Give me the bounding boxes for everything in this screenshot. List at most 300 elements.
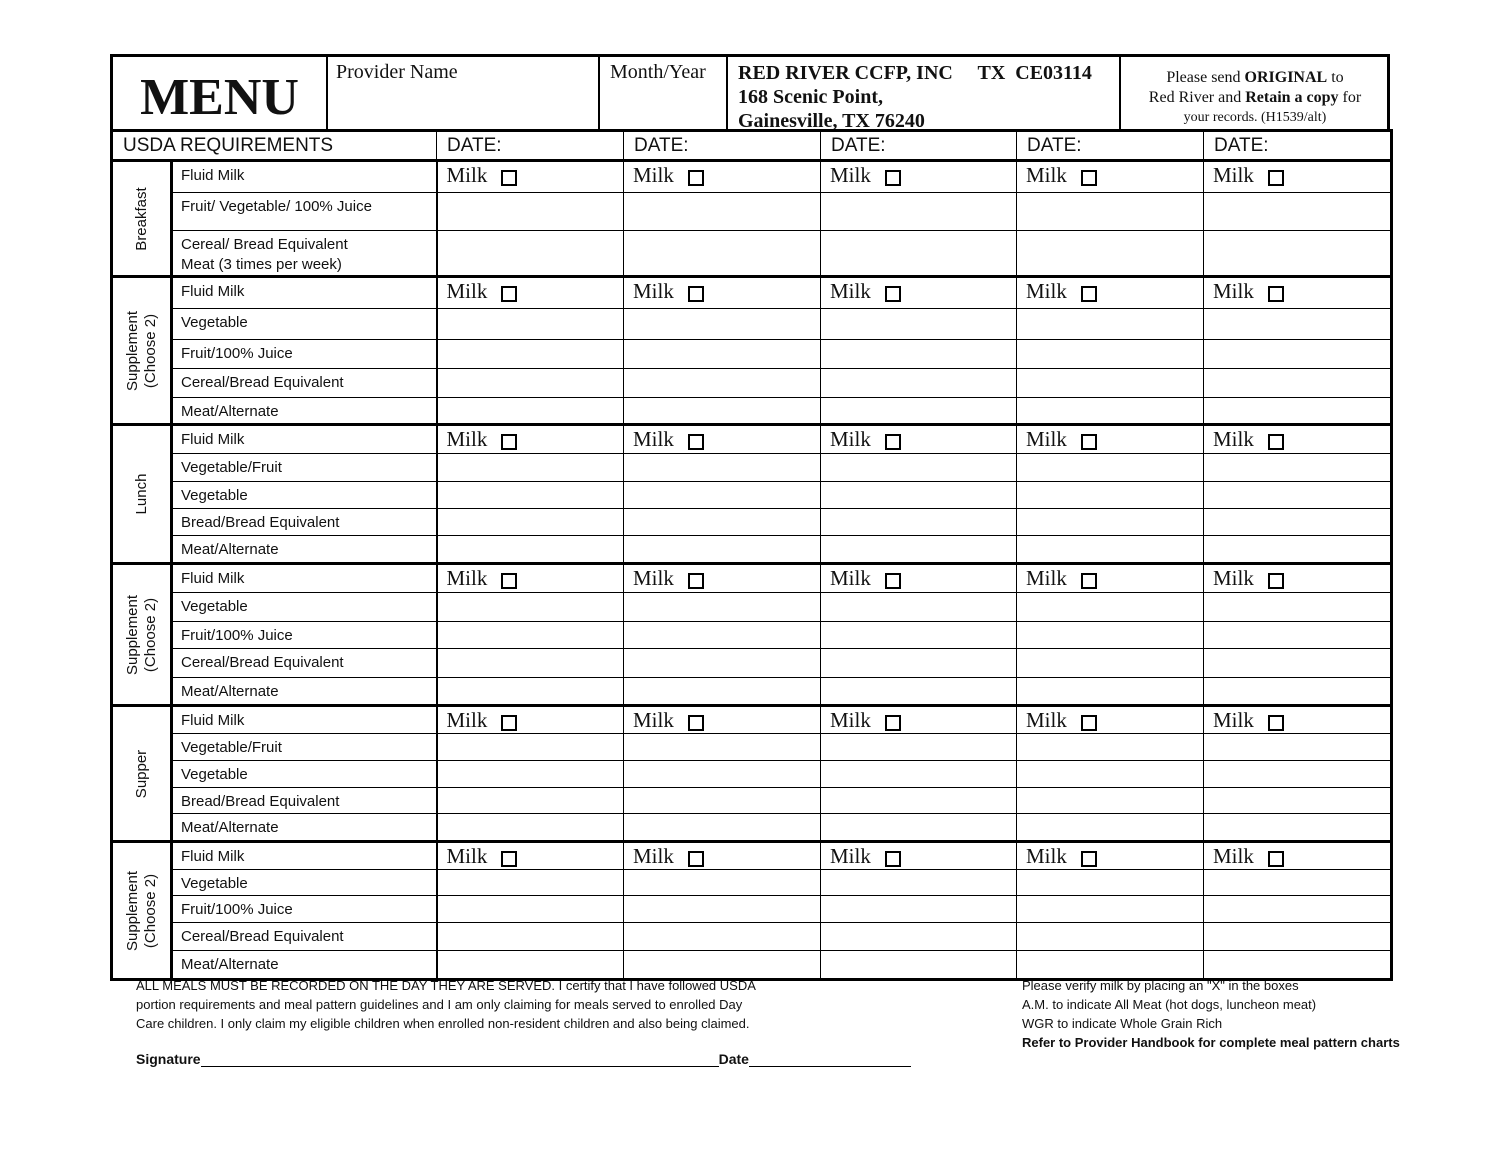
meal-row <box>112 398 1392 425</box>
milk-checkbox[interactable] <box>688 573 704 589</box>
milk-checkbox[interactable] <box>501 573 517 589</box>
menu-entry-cell[interactable] <box>1017 842 1204 870</box>
menu-entry-cell[interactable] <box>437 536 624 564</box>
date-line[interactable] <box>749 1050 911 1067</box>
menu-entry-cell[interactable] <box>1204 536 1392 564</box>
note-text: Red River and <box>1148 89 1246 106</box>
requirement-label <box>172 482 437 509</box>
menu-entry-cell[interactable] <box>1017 649 1204 678</box>
menu-entry-cell[interactable] <box>437 369 624 398</box>
menu-entry-cell[interactable] <box>1017 454 1204 482</box>
milk-checkbox[interactable] <box>885 851 901 867</box>
menu-entry-cell[interactable] <box>437 678 624 706</box>
milk-checkbox[interactable] <box>1081 715 1097 731</box>
menu-entry-cell[interactable] <box>821 678 1017 706</box>
menu-entry-cell[interactable] <box>1017 231 1204 277</box>
menu-entry-cell[interactable] <box>437 593 624 622</box>
requirement-label <box>172 896 437 923</box>
menu-entry-cell[interactable] <box>1204 425 1392 454</box>
milk-label: Milk <box>1026 566 1067 590</box>
menu-entry-cell[interactable] <box>437 870 624 896</box>
milk-entry <box>1204 565 1390 591</box>
menu-entry-cell[interactable] <box>821 193 1017 231</box>
menu-entry-cell[interactable] <box>821 896 1017 923</box>
menu-entry-cell[interactable] <box>437 788 624 814</box>
milk-entry <box>1017 426 1203 452</box>
meal-label <box>124 594 160 674</box>
requirement-line: Fluid Milk <box>181 570 245 587</box>
menu-entry-cell[interactable] <box>1017 706 1204 734</box>
menu-entry-cell[interactable] <box>624 649 821 678</box>
menu-entry-cell[interactable] <box>821 454 1017 482</box>
menu-entry-cell[interactable] <box>624 425 821 454</box>
menu-entry-cell[interactable] <box>1204 593 1392 622</box>
milk-entry <box>624 162 820 188</box>
requirement-line: Cereal/Bread Equivalent <box>181 374 344 391</box>
menu-entry-cell[interactable] <box>821 425 1017 454</box>
milk-checkbox[interactable] <box>1081 851 1097 867</box>
menu-entry-cell[interactable] <box>1204 340 1392 369</box>
menu-entry-cell[interactable] <box>1017 277 1204 309</box>
menu-entry-cell[interactable] <box>821 482 1017 509</box>
instruction-line: Please verify milk by placing an "X" in the boxes <box>1022 978 1299 993</box>
certification-line: ALL MEALS MUST BE RECORDED ON THE DAY THEY ARE SERVED. I certify that I have followed USDA <box>136 978 756 993</box>
milk-entry <box>624 426 820 452</box>
meal-label-line: Supplement <box>123 594 141 675</box>
meal-row <box>112 734 1392 761</box>
meal-label <box>133 187 151 250</box>
menu-entry-cell[interactable] <box>1017 161 1204 193</box>
menu-entry-cell[interactable] <box>624 398 821 425</box>
menu-entry-cell[interactable] <box>437 923 624 951</box>
menu-entry-cell[interactable] <box>821 761 1017 788</box>
menu-entry-cell[interactable] <box>437 649 624 678</box>
milk-label: Milk <box>1213 708 1254 732</box>
menu-entry-cell[interactable] <box>624 277 821 309</box>
requirement-line: Fruit/100% Juice <box>181 345 293 362</box>
date-header[interactable]: DATE: <box>1017 131 1204 161</box>
requirement-label <box>172 788 437 814</box>
milk-checkbox[interactable] <box>885 715 901 731</box>
menu-entry-cell[interactable] <box>1204 277 1392 309</box>
requirement-label <box>172 340 437 369</box>
milk-entry <box>1204 843 1390 869</box>
menu-entry-cell[interactable] <box>624 193 821 231</box>
menu-entry-cell[interactable] <box>624 309 821 340</box>
requirement-label <box>172 425 437 454</box>
menu-entry-cell[interactable] <box>1017 870 1204 896</box>
menu-entry-cell[interactable] <box>1017 482 1204 509</box>
menu-entry-cell[interactable] <box>624 761 821 788</box>
requirement-line: Meat/Alternate <box>181 683 279 700</box>
menu-entry-cell[interactable] <box>437 161 624 193</box>
menu-entry-cell[interactable] <box>821 951 1017 980</box>
signature-label: Signature <box>136 1051 201 1067</box>
menu-entry-cell[interactable] <box>821 340 1017 369</box>
menu-entry-cell[interactable] <box>1017 761 1204 788</box>
menu-entry-cell[interactable] <box>1017 896 1204 923</box>
requirement-line: Fruit/100% Juice <box>181 627 293 644</box>
menu-entry-cell[interactable] <box>1017 788 1204 814</box>
instructions-text <box>1022 976 1442 1052</box>
menu-entry-cell[interactable] <box>1204 482 1392 509</box>
meal-row <box>112 761 1392 788</box>
milk-checkbox[interactable] <box>688 170 704 186</box>
milk-entry <box>821 162 1016 188</box>
milk-entry <box>1017 565 1203 591</box>
menu-entry-cell[interactable] <box>437 309 624 340</box>
meal-row <box>112 454 1392 482</box>
provider-name-label: Provider Name <box>336 61 458 83</box>
menu-entry-cell[interactable] <box>821 309 1017 340</box>
menu-entry-cell[interactable] <box>624 870 821 896</box>
requirement-label <box>172 622 437 649</box>
milk-label: Milk <box>633 163 674 187</box>
menu-entry-cell[interactable] <box>1204 649 1392 678</box>
milk-label: Milk <box>830 566 871 590</box>
meal-label-line: (Choose 2) <box>141 597 159 672</box>
milk-checkbox[interactable] <box>501 286 517 302</box>
milk-checkbox[interactable] <box>1268 286 1284 302</box>
menu-entry-cell[interactable] <box>821 622 1017 649</box>
menu-entry-cell[interactable] <box>624 734 821 761</box>
requirement-line: Vegetable <box>181 875 248 892</box>
menu-entry-cell[interactable] <box>821 564 1017 593</box>
menu-entry-cell[interactable] <box>1204 870 1392 896</box>
requirement-line: Bread/Bread Equivalent <box>181 514 340 531</box>
menu-entry-cell[interactable] <box>821 788 1017 814</box>
menu-entry-cell[interactable] <box>1017 564 1204 593</box>
menu-entry-cell[interactable] <box>821 536 1017 564</box>
milk-label: Milk <box>446 279 488 303</box>
requirement-label <box>172 678 437 706</box>
menu-entry-cell[interactable] <box>821 277 1017 309</box>
menu-entry-cell[interactable] <box>1204 788 1392 814</box>
meal-row <box>112 896 1392 923</box>
menu-entry-cell[interactable] <box>624 842 821 870</box>
menu-entry-cell[interactable] <box>624 369 821 398</box>
requirement-line: Vegetable/Fruit <box>181 459 282 476</box>
milk-checkbox[interactable] <box>885 170 901 186</box>
requirement-line: Meat (3 times per week) <box>181 256 342 273</box>
menu-entry-cell[interactable] <box>821 842 1017 870</box>
menu-entry-cell[interactable] <box>821 509 1017 536</box>
milk-entry <box>1017 843 1203 869</box>
note-bold-original: ORIGINAL <box>1244 69 1328 86</box>
milk-checkbox[interactable] <box>501 170 517 186</box>
meal-label-cell <box>112 277 172 425</box>
milk-entry <box>438 707 624 733</box>
menu-form <box>110 54 1390 974</box>
menu-entry-cell[interactable] <box>624 678 821 706</box>
menu-entry-cell[interactable] <box>437 340 624 369</box>
requirement-label <box>172 369 437 398</box>
milk-entry <box>821 843 1016 869</box>
menu-entry-cell[interactable] <box>1204 814 1392 842</box>
milk-checkbox[interactable] <box>688 715 704 731</box>
menu-entry-cell[interactable] <box>1017 425 1204 454</box>
menu-entry-cell[interactable] <box>624 564 821 593</box>
menu-entry-cell[interactable] <box>437 814 624 842</box>
requirement-line: Meat/Alternate <box>181 403 279 420</box>
menu-entry-cell[interactable] <box>437 761 624 788</box>
requirement-label <box>172 814 437 842</box>
milk-checkbox[interactable] <box>1081 573 1097 589</box>
requirement-line: Vegetable <box>181 487 248 504</box>
menu-entry-cell[interactable] <box>821 734 1017 761</box>
menu-entry-cell[interactable] <box>1017 193 1204 231</box>
milk-checkbox[interactable] <box>1081 170 1097 186</box>
milk-checkbox[interactable] <box>885 434 901 450</box>
requirement-label <box>172 398 437 425</box>
menu-entry-cell[interactable] <box>821 923 1017 951</box>
menu-entry-cell[interactable] <box>624 509 821 536</box>
requirement-line: Meat/Alternate <box>181 541 279 558</box>
milk-entry <box>1017 162 1203 188</box>
meal-label-line: (Choose 2) <box>141 313 159 388</box>
menu-entry-cell[interactable] <box>1204 509 1392 536</box>
menu-entry-cell[interactable] <box>437 482 624 509</box>
menu-entry-cell[interactable] <box>624 923 821 951</box>
month-year-field[interactable] <box>600 57 728 129</box>
requirement-label <box>172 536 437 564</box>
date-header[interactable]: DATE: <box>1204 131 1392 161</box>
provider-name-field[interactable] <box>328 57 600 129</box>
menu-entry-cell[interactable] <box>624 622 821 649</box>
menu-entry-cell[interactable] <box>437 896 624 923</box>
meal-row <box>112 482 1392 509</box>
menu-entry-cell[interactable] <box>1017 622 1204 649</box>
menu-entry-cell[interactable] <box>1017 369 1204 398</box>
milk-checkbox[interactable] <box>501 715 517 731</box>
milk-checkbox[interactable] <box>1081 434 1097 450</box>
certification-line: Care children. I only claim my eligible children when enrolled non-resident children and also being claimed. <box>136 1016 750 1031</box>
meal-row <box>112 193 1392 231</box>
meal-grid <box>110 129 1393 981</box>
milk-entry <box>1017 707 1203 733</box>
menu-entry-cell[interactable] <box>821 814 1017 842</box>
milk-label: Milk <box>1213 279 1254 303</box>
menu-entry-cell[interactable] <box>437 425 624 454</box>
meal-row <box>112 161 1392 193</box>
milk-label: Milk <box>1026 844 1067 868</box>
submission-note <box>1121 57 1389 129</box>
menu-entry-cell[interactable] <box>821 369 1017 398</box>
milk-entry <box>1017 278 1203 304</box>
menu-entry-cell[interactable] <box>1017 734 1204 761</box>
milk-entry <box>624 843 820 869</box>
menu-entry-cell[interactable] <box>624 340 821 369</box>
requirement-label <box>172 277 437 309</box>
menu-entry-cell[interactable] <box>437 277 624 309</box>
menu-entry-cell[interactable] <box>821 706 1017 734</box>
menu-entry-cell[interactable] <box>1204 622 1392 649</box>
requirement-line: Bread/Bread Equivalent <box>181 793 340 810</box>
milk-entry <box>438 162 624 188</box>
milk-checkbox[interactable] <box>688 434 704 450</box>
requirement-line: Cereal/ Bread Equivalent <box>181 236 348 253</box>
date-label: Date <box>718 1051 749 1067</box>
org-address-line: 168 Scenic Point, <box>738 86 883 108</box>
milk-entry <box>821 565 1016 591</box>
milk-checkbox[interactable] <box>885 573 901 589</box>
menu-entry-cell[interactable] <box>1204 896 1392 923</box>
meal-label-cell <box>112 842 172 980</box>
meal-label-cell <box>112 564 172 706</box>
menu-entry-cell[interactable] <box>624 896 821 923</box>
note-text: to <box>1327 69 1344 86</box>
requirement-line: Cereal/Bread Equivalent <box>181 654 344 671</box>
menu-entry-cell[interactable] <box>1204 369 1392 398</box>
milk-label: Milk <box>1213 566 1254 590</box>
milk-checkbox[interactable] <box>1268 434 1284 450</box>
menu-entry-cell[interactable] <box>821 870 1017 896</box>
menu-entry-cell[interactable] <box>624 536 821 564</box>
menu-entry-cell[interactable] <box>1017 814 1204 842</box>
menu-entry-cell[interactable] <box>821 231 1017 277</box>
menu-entry-cell[interactable] <box>624 231 821 277</box>
menu-entry-cell[interactable] <box>1017 593 1204 622</box>
meal-row <box>112 509 1392 536</box>
milk-checkbox[interactable] <box>688 851 704 867</box>
menu-entry-cell[interactable] <box>1204 564 1392 593</box>
milk-label: Milk <box>1213 844 1254 868</box>
milk-checkbox[interactable] <box>1268 573 1284 589</box>
menu-entry-cell[interactable] <box>437 564 624 593</box>
menu-entry-cell[interactable] <box>624 788 821 814</box>
meal-row <box>112 788 1392 814</box>
requirement-label <box>172 842 437 870</box>
requirement-label <box>172 161 437 193</box>
milk-entry <box>438 565 624 591</box>
menu-entry-cell[interactable] <box>821 593 1017 622</box>
note-text: Please send <box>1166 69 1245 86</box>
menu-entry-cell[interactable] <box>1204 678 1392 706</box>
instruction-line: Refer to Provider Handbook for complete meal pattern charts <box>1022 1035 1400 1050</box>
menu-entry-cell[interactable] <box>1204 706 1392 734</box>
menu-entry-cell[interactable] <box>1017 923 1204 951</box>
date-header[interactable]: DATE: <box>437 131 624 161</box>
signature-line[interactable] <box>201 1050 719 1067</box>
milk-checkbox[interactable] <box>1268 851 1284 867</box>
note-text: your records. (H1539/alt) <box>1183 110 1327 125</box>
menu-entry-cell[interactable] <box>624 454 821 482</box>
menu-entry-cell[interactable] <box>1204 309 1392 340</box>
menu-entry-cell[interactable] <box>437 231 624 277</box>
month-year-label: Month/Year <box>610 61 706 83</box>
meal-label-line: (Choose 2) <box>141 873 159 948</box>
meal-label-line: Supper <box>132 749 150 798</box>
menu-entry-cell[interactable] <box>821 161 1017 193</box>
meal-label-line: Supplement <box>123 870 141 951</box>
menu-entry-cell[interactable] <box>1017 509 1204 536</box>
menu-entry-cell[interactable] <box>1204 231 1392 277</box>
milk-checkbox[interactable] <box>501 851 517 867</box>
menu-entry-cell[interactable] <box>437 398 624 425</box>
certification-text <box>136 976 836 1033</box>
note-text: for <box>1338 89 1362 106</box>
meal-row <box>112 649 1392 678</box>
milk-label: Milk <box>633 279 674 303</box>
meal-label <box>133 749 151 797</box>
requirement-label <box>172 649 437 678</box>
milk-entry <box>624 707 820 733</box>
milk-label: Milk <box>1213 163 1254 187</box>
menu-entry-cell[interactable] <box>1204 842 1392 870</box>
menu-entry-cell[interactable] <box>437 454 624 482</box>
milk-label: Milk <box>830 279 871 303</box>
menu-entry-cell[interactable] <box>1204 734 1392 761</box>
meal-row <box>112 425 1392 454</box>
menu-entry-cell[interactable] <box>624 706 821 734</box>
date-header[interactable]: DATE: <box>624 131 821 161</box>
milk-entry <box>1204 162 1390 188</box>
milk-label: Milk <box>1026 708 1067 732</box>
requirement-line: Meat/Alternate <box>181 819 279 836</box>
meal-row <box>112 842 1392 870</box>
requirement-label <box>172 309 437 340</box>
milk-label: Milk <box>446 708 488 732</box>
requirement-label <box>172 706 437 734</box>
date-header[interactable]: DATE: <box>821 131 1017 161</box>
milk-checkbox[interactable] <box>1268 170 1284 186</box>
menu-entry-cell[interactable] <box>1017 536 1204 564</box>
menu-entry-cell[interactable] <box>1204 761 1392 788</box>
menu-entry-cell[interactable] <box>1204 398 1392 425</box>
meal-row <box>112 593 1392 622</box>
menu-entry-cell[interactable] <box>437 734 624 761</box>
menu-entry-cell[interactable] <box>1204 161 1392 193</box>
milk-label: Milk <box>830 708 871 732</box>
requirement-line: Fluid Milk <box>181 431 245 448</box>
menu-entry-cell[interactable] <box>624 814 821 842</box>
instruction-line: A.M. to indicate All Meat (hot dogs, luncheon meat) <box>1022 997 1317 1012</box>
menu-entry-cell[interactable] <box>437 706 624 734</box>
menu-entry-cell[interactable] <box>1017 678 1204 706</box>
milk-checkbox[interactable] <box>1081 286 1097 302</box>
requirement-label <box>172 593 437 622</box>
menu-entry-cell[interactable] <box>1204 923 1392 951</box>
milk-label: Milk <box>633 427 674 451</box>
menu-entry-cell[interactable] <box>437 622 624 649</box>
menu-entry-cell[interactable] <box>437 842 624 870</box>
menu-entry-cell[interactable] <box>1017 309 1204 340</box>
menu-entry-cell[interactable] <box>1204 193 1392 231</box>
milk-entry <box>1204 426 1390 452</box>
menu-entry-cell[interactable] <box>821 649 1017 678</box>
milk-label: Milk <box>830 163 871 187</box>
menu-entry-cell[interactable] <box>624 482 821 509</box>
requirement-line: Fruit/ Vegetable/ 100% Juice <box>181 198 372 215</box>
milk-checkbox[interactable] <box>688 286 704 302</box>
requirement-label <box>172 231 437 277</box>
menu-entry-cell[interactable] <box>437 193 624 231</box>
milk-checkbox[interactable] <box>885 286 901 302</box>
menu-entry-cell[interactable] <box>624 161 821 193</box>
menu-entry-cell[interactable] <box>437 509 624 536</box>
menu-entry-cell[interactable] <box>1017 340 1204 369</box>
menu-entry-cell[interactable] <box>1017 398 1204 425</box>
menu-entry-cell[interactable] <box>624 593 821 622</box>
milk-checkbox[interactable] <box>1268 715 1284 731</box>
milk-entry <box>1204 278 1390 304</box>
menu-entry-cell[interactable] <box>821 398 1017 425</box>
requirement-line: Meat/Alternate <box>181 956 279 973</box>
menu-entry-cell[interactable] <box>1204 454 1392 482</box>
meal-row <box>112 340 1392 369</box>
milk-checkbox[interactable] <box>501 434 517 450</box>
meal-label <box>133 474 151 515</box>
